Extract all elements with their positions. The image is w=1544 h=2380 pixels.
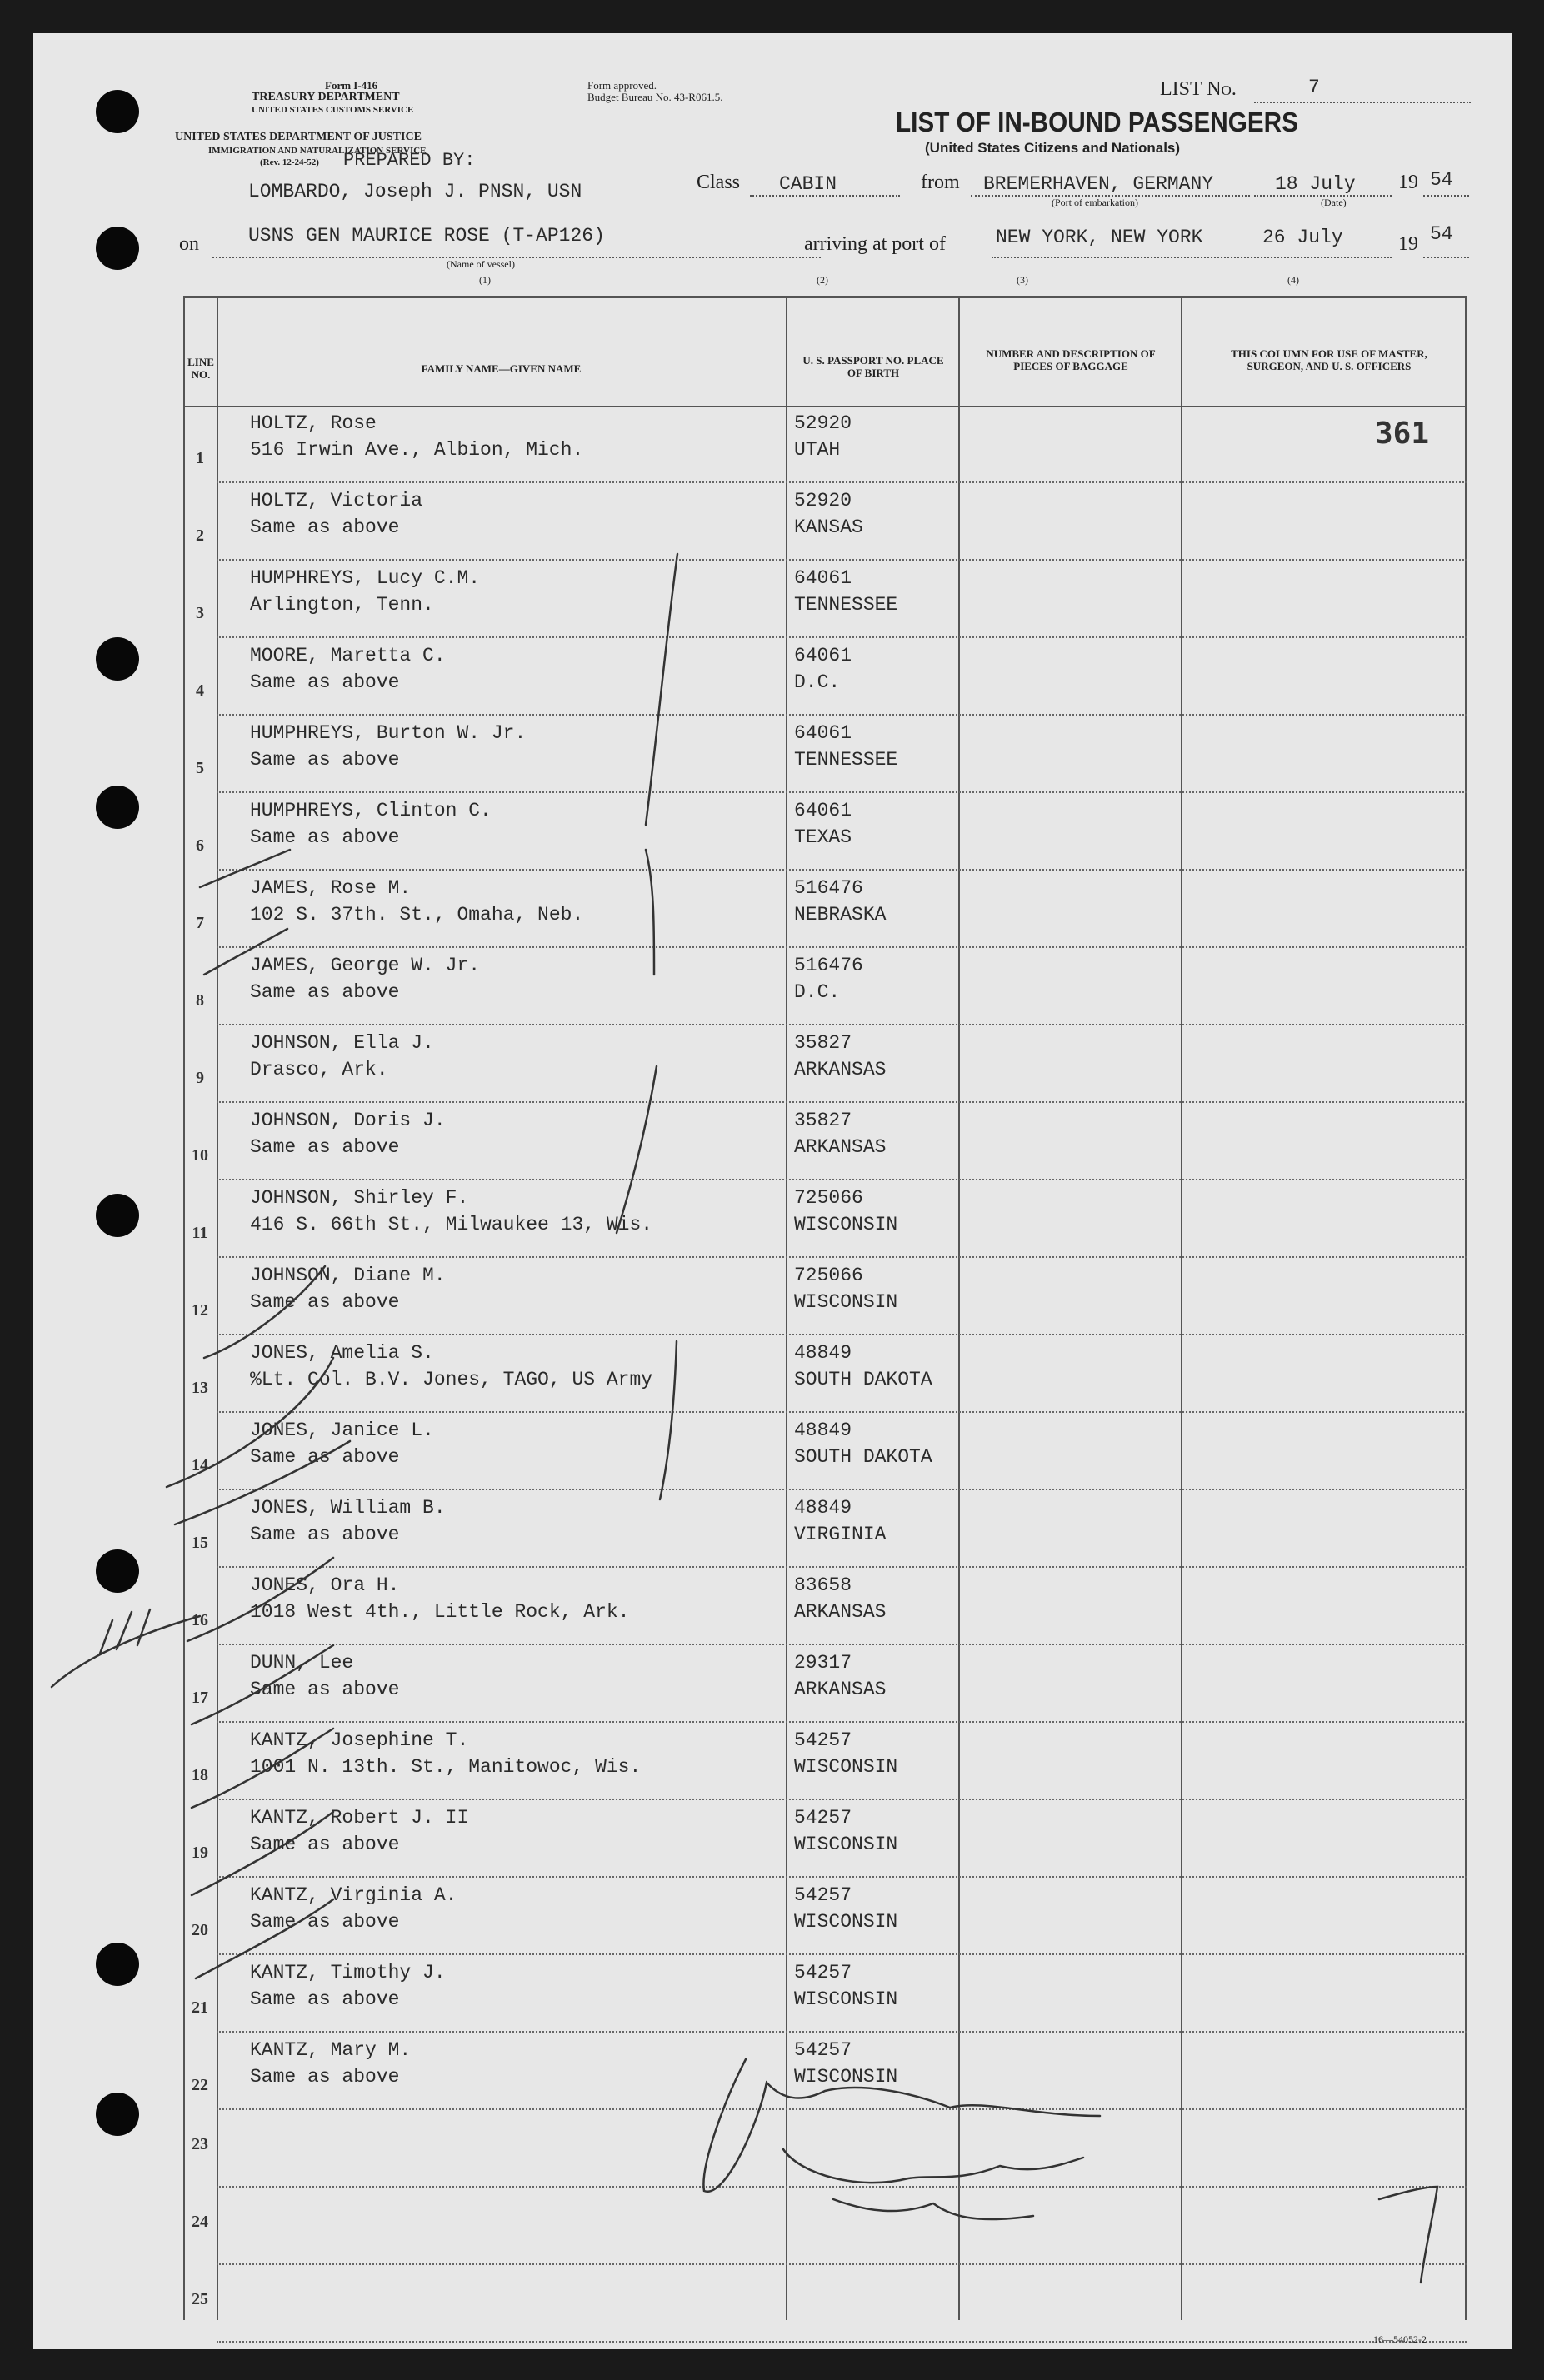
- table-row: [183, 2110, 1467, 2188]
- passenger-name: DUNN, Lee: [250, 1652, 354, 1674]
- passenger-table: [183, 296, 1467, 2320]
- place-of-birth: KANSAS: [794, 516, 863, 538]
- place-of-birth: D.C.: [794, 671, 841, 693]
- line-number: 8: [196, 991, 204, 1010]
- table-row: [183, 1490, 1467, 1568]
- customs-service: UNITED STATES CUSTOMS SERVICE: [252, 105, 414, 115]
- passport-number: 64061: [794, 722, 852, 744]
- place-of-birth: WISCONSIN: [794, 1911, 898, 1933]
- from-label: from: [921, 172, 960, 193]
- column-ref-2: (2): [817, 274, 828, 286]
- passenger-address: Same as above: [250, 981, 400, 1003]
- table-row: [183, 1568, 1467, 1645]
- line-number: 25: [192, 2290, 208, 2308]
- prepared-by-label: PREPARED BY:: [343, 150, 476, 171]
- passport-number: 64061: [794, 567, 852, 589]
- passport-number: 52920: [794, 490, 852, 511]
- place-of-birth: WISCONSIN: [794, 1291, 898, 1313]
- line-number: 14: [192, 1456, 208, 1474]
- passport-number: 83658: [794, 1574, 852, 1596]
- passenger-name: JOHNSON, Doris J.: [250, 1110, 446, 1131]
- passport-number: 54257: [794, 1729, 852, 1751]
- year-underline: [1423, 195, 1469, 197]
- line-number: 18: [192, 1766, 208, 1784]
- departure-date: 18 July: [1275, 173, 1356, 195]
- document-sheet: [33, 33, 1512, 2349]
- passenger-address: 516 Irwin Ave., Albion, Mich.: [250, 439, 584, 461]
- stamp-number: 361: [1375, 417, 1430, 451]
- arrival-underline: [992, 257, 1392, 258]
- passport-number: 64061: [794, 645, 852, 666]
- line-number: 15: [192, 1534, 208, 1552]
- line-number: 3: [196, 604, 204, 622]
- place-of-birth: ARKANSAS: [794, 1136, 887, 1158]
- on-label: on: [179, 233, 199, 255]
- table-row: [183, 2033, 1467, 2110]
- budget-bureau: Budget Bureau No. 43-R061.5.: [587, 91, 723, 103]
- table-row: [183, 406, 1467, 483]
- passenger-address: 102 S. 37th. St., Omaha, Neb.: [250, 904, 584, 926]
- passport-number: 54257: [794, 2039, 852, 2061]
- place-of-birth: VIRGINIA: [794, 1524, 887, 1545]
- table-row: [183, 561, 1467, 638]
- vessel-name: USNS GEN MAURICE ROSE (T-AP126): [248, 225, 605, 247]
- table-row: [183, 1645, 1467, 1723]
- passport-number: 64061: [794, 800, 852, 821]
- passport-number: 48849: [794, 1497, 852, 1519]
- line-number: 2: [196, 526, 204, 545]
- passport-number: 48849: [794, 1420, 852, 1441]
- passenger-address: Same as above: [250, 2066, 400, 2088]
- col-header-passport: U. S. PASSPORT NO. PLACE OF BIRTH: [802, 354, 944, 379]
- class-value: CABIN: [779, 173, 837, 195]
- list-no-underline: [1254, 102, 1471, 103]
- passenger-name: JONES, Amelia S.: [250, 1342, 434, 1364]
- port-embark-label: (Port of embarkation): [1052, 197, 1138, 208]
- line-number: 22: [192, 2076, 208, 2094]
- punch-hole: [96, 2093, 139, 2136]
- line-number: 21: [192, 1998, 208, 2017]
- passport-number: 516476: [794, 955, 863, 976]
- form-approved: Form approved.: [587, 79, 657, 92]
- passenger-name: KANTZ, Robert J. II: [250, 1807, 469, 1829]
- column-ref-3: (3): [1017, 274, 1028, 286]
- passport-number: 35827: [794, 1032, 852, 1054]
- place-of-birth: ARKANSAS: [794, 1059, 887, 1080]
- passport-number: 516476: [794, 877, 863, 899]
- passenger-name: JOHNSON, Ella J.: [250, 1032, 434, 1054]
- row-rule: [217, 2341, 1467, 2343]
- passenger-address: 1001 N. 13th. St., Manitowoc, Wis.: [250, 1756, 642, 1778]
- arrival-port: NEW YORK, NEW YORK: [996, 227, 1203, 248]
- column-ref-4: (4): [1287, 274, 1299, 286]
- passenger-name: HOLTZ, Rose: [250, 412, 377, 434]
- table-row: [183, 2188, 1467, 2265]
- table-row: [183, 1955, 1467, 2033]
- table-row: [183, 638, 1467, 716]
- place-of-birth: WISCONSIN: [794, 1988, 898, 2010]
- form-number: Form I-416: [325, 79, 378, 92]
- place-of-birth: WISCONSIN: [794, 1834, 898, 1855]
- passenger-name: HUMPHREYS, Clinton C.: [250, 800, 492, 821]
- punch-hole: [96, 786, 139, 829]
- list-no: 7: [1308, 77, 1320, 98]
- line-number: 13: [192, 1379, 208, 1397]
- passenger-name: HUMPHREYS, Burton W. Jr.: [250, 722, 527, 744]
- date-label: (Date): [1321, 197, 1347, 208]
- passenger-address: Same as above: [250, 1911, 400, 1933]
- passport-number: 48849: [794, 1342, 852, 1364]
- treasury-dept: TREASURY DEPARTMENT: [252, 91, 400, 103]
- line-number: 23: [192, 2135, 208, 2153]
- passport-number: 54257: [794, 1807, 852, 1829]
- arrival-date: 26 July: [1262, 227, 1343, 248]
- punch-hole: [96, 227, 139, 270]
- passenger-address: 416 S. 66th St., Milwaukee 13, Wis.: [250, 1214, 653, 1235]
- punch-hole: [96, 1194, 139, 1237]
- line-number: 5: [196, 759, 204, 777]
- passenger-name: KANTZ, Virginia A.: [250, 1884, 457, 1906]
- prepared-by: LOMBARDO, Joseph J. PNSN, USN: [248, 181, 582, 202]
- place-of-birth: D.C.: [794, 981, 841, 1003]
- table-row: [183, 716, 1467, 793]
- punch-hole: [96, 1943, 139, 1986]
- passenger-address: Same as above: [250, 1524, 400, 1545]
- passport-number: 29317: [794, 1652, 852, 1674]
- passenger-name: JAMES, Rose M.: [250, 877, 412, 899]
- year-prefix-2: 19: [1398, 233, 1418, 255]
- table-row: [183, 1025, 1467, 1103]
- passenger-address: Same as above: [250, 516, 400, 538]
- passenger-name: JAMES, George W. Jr.: [250, 955, 481, 976]
- passenger-name: HUMPHREYS, Lucy C.M.: [250, 567, 481, 589]
- line-number: 4: [196, 681, 204, 700]
- table-row: [183, 1800, 1467, 1878]
- punch-hole: [96, 1549, 139, 1593]
- form-title: LIST OF IN-BOUND PASSENGERS: [896, 107, 1298, 137]
- punch-hole: [96, 637, 139, 681]
- place-of-birth: WISCONSIN: [794, 1214, 898, 1235]
- passenger-name: KANTZ, Mary M.: [250, 2039, 412, 2061]
- passenger-address: Same as above: [250, 671, 400, 693]
- table-top-rule: [183, 296, 1467, 298]
- revision-date: (Rev. 12-24-52): [260, 157, 319, 167]
- line-number: 17: [192, 1689, 208, 1707]
- place-of-birth: WISCONSIN: [794, 2066, 898, 2088]
- table-row: [183, 871, 1467, 948]
- from-value: BREMERHAVEN, GERMANY: [983, 173, 1214, 195]
- line-number: 24: [192, 2213, 208, 2231]
- passenger-address: Same as above: [250, 749, 400, 771]
- arrival-year: 54: [1430, 223, 1453, 245]
- passenger-address: Same as above: [250, 1291, 400, 1313]
- passenger-name: KANTZ, Josephine T.: [250, 1729, 469, 1751]
- table-row: [183, 1878, 1467, 1955]
- justice-dept: UNITED STATES DEPARTMENT OF JUSTICE: [175, 131, 422, 143]
- passenger-address: Same as above: [250, 826, 400, 848]
- table-row: [183, 793, 1467, 871]
- place-of-birth: SOUTH DAKOTA: [794, 1369, 932, 1390]
- arrival-year-underline: [1423, 257, 1469, 258]
- line-number: 12: [192, 1301, 208, 1320]
- passenger-name: JONES, William B.: [250, 1497, 446, 1519]
- passenger-address: Same as above: [250, 1679, 400, 1700]
- col-header-line-no: LINE NO.: [187, 356, 214, 381]
- passenger-name: JONES, Ora H.: [250, 1574, 400, 1596]
- passenger-address: Arlington, Tenn.: [250, 594, 434, 616]
- line-number: 9: [196, 1069, 204, 1087]
- passenger-name: HOLTZ, Victoria: [250, 490, 423, 511]
- passport-number: 725066: [794, 1187, 863, 1209]
- passenger-name: KANTZ, Timothy J.: [250, 1962, 446, 1983]
- table-row: [183, 1180, 1467, 1258]
- year-prefix: 19: [1398, 172, 1418, 193]
- passport-number: 725066: [794, 1265, 863, 1286]
- departure-year: 54: [1430, 169, 1453, 191]
- line-number: 6: [196, 836, 204, 855]
- class-label: Class: [697, 172, 741, 193]
- place-of-birth: TENNESSEE: [794, 749, 898, 771]
- line-number: 20: [192, 1921, 208, 1939]
- line-number: 7: [196, 914, 204, 932]
- passport-number: 52920: [794, 412, 852, 434]
- line-number: 11: [192, 1224, 208, 1242]
- passenger-name: JONES, Janice L.: [250, 1420, 434, 1441]
- table-row: [183, 1723, 1467, 1800]
- passenger-address: Same as above: [250, 1136, 400, 1158]
- place-of-birth: TENNESSEE: [794, 594, 898, 616]
- passport-number: 54257: [794, 1962, 852, 1983]
- place-of-birth: WISCONSIN: [794, 1756, 898, 1778]
- place-of-birth: ARKANSAS: [794, 1679, 887, 1700]
- footer-code: 16—54052-2: [1373, 2333, 1427, 2345]
- passenger-name: MOORE, Maretta C.: [250, 645, 446, 666]
- vessel-underline: [212, 257, 821, 258]
- list-no-label: LIST No.: [1160, 78, 1237, 100]
- passenger-name: JOHNSON, Shirley F.: [250, 1187, 469, 1209]
- line-number: 19: [192, 1844, 208, 1862]
- col-header-officers: THIS COLUMN FOR USE OF MASTER, SURGEON, AND U. S. OFFICERS: [1231, 347, 1427, 372]
- table-row: [183, 2265, 1467, 2343]
- place-of-birth: ARKANSAS: [794, 1601, 887, 1623]
- arriving-label: arriving at port of: [804, 233, 946, 255]
- vessel-label: (Name of vessel): [447, 258, 515, 270]
- passport-number: 54257: [794, 1884, 852, 1906]
- table-row: [183, 948, 1467, 1025]
- passenger-address: 1018 West 4th., Little Rock, Ark.: [250, 1601, 630, 1623]
- passenger-address: Same as above: [250, 1834, 400, 1855]
- place-of-birth: TEXAS: [794, 826, 852, 848]
- punch-hole: [96, 90, 139, 133]
- passenger-address: Same as above: [250, 1446, 400, 1468]
- table-row: [183, 1258, 1467, 1335]
- place-of-birth: UTAH: [794, 439, 841, 461]
- passenger-address: %Lt. Col. B.V. Jones, TAGO, US Army: [250, 1369, 653, 1390]
- line-number: 16: [192, 1611, 208, 1629]
- place-of-birth: NEBRASKA: [794, 904, 887, 926]
- class-underline: [750, 195, 900, 197]
- table-row: [183, 483, 1467, 561]
- table-row: [183, 1413, 1467, 1490]
- ins-service: IMMIGRATION AND NATURALIZATION SERVICE: [208, 146, 427, 156]
- passenger-address: Drasco, Ark.: [250, 1059, 388, 1080]
- passport-number: 35827: [794, 1110, 852, 1131]
- place-of-birth: SOUTH DAKOTA: [794, 1446, 932, 1468]
- form-subtitle: (United States Citizens and Nationals): [925, 140, 1181, 156]
- line-number: 10: [192, 1146, 208, 1165]
- line-number: 1: [196, 449, 204, 467]
- passenger-name: JOHNSON, Diane M.: [250, 1265, 446, 1286]
- table-row: [183, 1103, 1467, 1180]
- table-row: [183, 1335, 1467, 1413]
- passenger-address: Same as above: [250, 1988, 400, 2010]
- col-header-baggage: NUMBER AND DESCRIPTION OF PIECES OF BAGGAGE: [986, 347, 1156, 372]
- column-ref-1: (1): [479, 274, 491, 286]
- col-header-name: FAMILY NAME—GIVEN NAME: [421, 362, 582, 375]
